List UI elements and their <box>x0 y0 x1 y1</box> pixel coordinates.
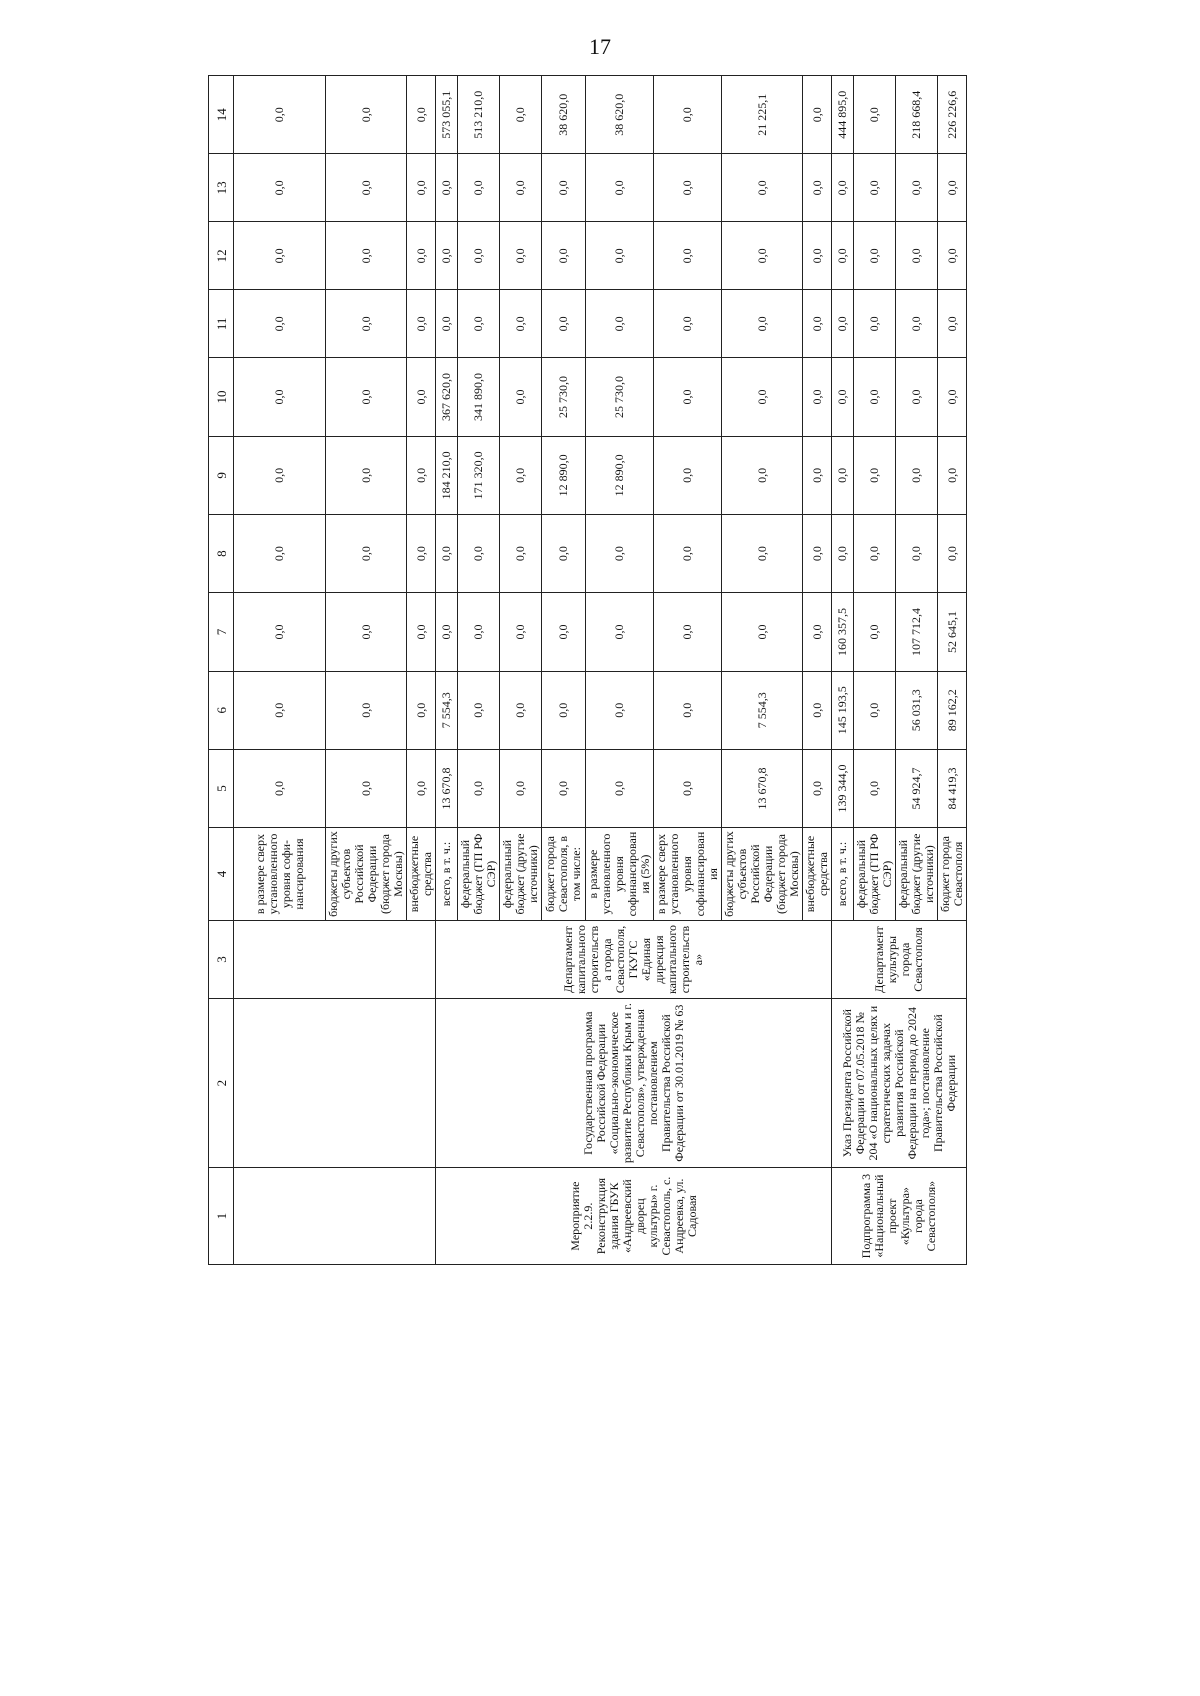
value-cell: 89 162,2 <box>938 671 967 749</box>
page-number: 17 <box>589 34 611 59</box>
value-cell: 0,0 <box>854 76 896 154</box>
value-cell: 218 668,4 <box>896 76 938 154</box>
value-cell: 0,0 <box>407 154 436 222</box>
value-cell: 0,0 <box>832 436 854 514</box>
funding-source-cell: всего, в т. ч.: <box>832 828 854 921</box>
value-cell: 0,0 <box>458 671 500 749</box>
value-cell: 0,0 <box>500 222 542 290</box>
executor-cell <box>234 920 436 998</box>
value-cell: 0,0 <box>407 436 436 514</box>
column-header: 14 <box>209 76 234 154</box>
value-cell: 0,0 <box>854 436 896 514</box>
value-cell: 0,0 <box>407 76 436 154</box>
value-cell: 0,0 <box>832 290 854 358</box>
value-cell: 0,0 <box>586 749 654 827</box>
column-header: 2 <box>209 999 234 1168</box>
funding-source-cell: федеральный бюджет (ГП РФ СЭР) <box>458 828 500 921</box>
value-cell: 0,0 <box>854 593 896 671</box>
value-cell: 0,0 <box>586 222 654 290</box>
column-header: 10 <box>209 358 234 436</box>
value-cell: 0,0 <box>854 154 896 222</box>
table-body <box>209 76 967 1265</box>
value-cell: 0,0 <box>326 76 407 154</box>
value-cell: 0,0 <box>500 593 542 671</box>
value-cell: 0,0 <box>832 154 854 222</box>
value-cell: 160 357,5 <box>832 593 854 671</box>
value-cell: 0,0 <box>803 749 832 827</box>
column-header: 8 <box>209 514 234 592</box>
value-cell: 341 890,0 <box>458 358 500 436</box>
value-cell: 0,0 <box>586 671 654 749</box>
value-cell: 0,0 <box>542 222 586 290</box>
value-cell: 573 055,1 <box>436 76 458 154</box>
value-cell: 0,0 <box>854 671 896 749</box>
column-header: 11 <box>209 290 234 358</box>
value-cell: 0,0 <box>654 290 722 358</box>
value-cell: 0,0 <box>722 514 803 592</box>
value-cell: 0,0 <box>722 436 803 514</box>
value-cell: 0,0 <box>654 358 722 436</box>
funding-source-cell: в размере установленного уровня софинансирования (5%) <box>586 828 654 921</box>
value-cell: 56 031,3 <box>896 671 938 749</box>
value-cell: 0,0 <box>500 154 542 222</box>
value-cell: 21 225,1 <box>722 76 803 154</box>
program-basis-cell: Государственная программа Российской Федерации «Социально-экономическое развитие Республики Крым и г. Севастополя», утвержденная постановлением Правительства Российской Федерации от 30.01.2019 № 63 <box>436 999 832 1168</box>
header-row <box>209 76 234 1265</box>
value-cell: 0,0 <box>326 290 407 358</box>
column-header: 13 <box>209 154 234 222</box>
column-header: 6 <box>209 671 234 749</box>
value-cell: 0,0 <box>896 358 938 436</box>
column-header: 5 <box>209 749 234 827</box>
value-cell: 0,0 <box>803 593 832 671</box>
value-cell: 25 730,0 <box>542 358 586 436</box>
value-cell: 0,0 <box>458 514 500 592</box>
value-cell: 12 890,0 <box>586 436 654 514</box>
budget-table <box>208 75 967 1265</box>
value-cell: 0,0 <box>854 749 896 827</box>
value-cell: 145 193,5 <box>832 671 854 749</box>
value-cell: 0,0 <box>938 154 967 222</box>
value-cell: 0,0 <box>407 358 436 436</box>
value-cell: 0,0 <box>938 436 967 514</box>
value-cell: 513 210,0 <box>458 76 500 154</box>
value-cell: 38 620,0 <box>542 76 586 154</box>
value-cell: 0,0 <box>234 76 326 154</box>
value-cell: 13 670,8 <box>722 749 803 827</box>
column-header: 4 <box>209 828 234 921</box>
value-cell: 0,0 <box>722 290 803 358</box>
value-cell: 0,0 <box>326 358 407 436</box>
value-cell: 0,0 <box>542 671 586 749</box>
value-cell: 0,0 <box>407 749 436 827</box>
value-cell: 0,0 <box>407 593 436 671</box>
value-cell: 0,0 <box>722 358 803 436</box>
value-cell: 84 419,3 <box>938 749 967 827</box>
value-cell: 0,0 <box>832 358 854 436</box>
value-cell: 0,0 <box>326 436 407 514</box>
column-header: 7 <box>209 593 234 671</box>
value-cell: 0,0 <box>803 514 832 592</box>
program-basis-cell <box>234 999 436 1168</box>
value-cell: 0,0 <box>586 290 654 358</box>
funding-source-cell: бюджеты других субъектов Российской Федерации (бюджет города Москвы) <box>326 828 407 921</box>
funding-source-cell: всего, в т. ч.: <box>436 828 458 921</box>
value-cell: 0,0 <box>436 290 458 358</box>
executor-cell: Департамент культуры города Севастополя <box>832 920 967 998</box>
value-cell: 25 730,0 <box>586 358 654 436</box>
value-cell: 0,0 <box>458 222 500 290</box>
table-row <box>234 76 326 1265</box>
value-cell: 226 226,6 <box>938 76 967 154</box>
value-cell: 0,0 <box>234 671 326 749</box>
value-cell: 367 620,0 <box>436 358 458 436</box>
value-cell: 0,0 <box>803 76 832 154</box>
rotated-table-container <box>208 75 1158 1265</box>
value-cell: 0,0 <box>234 514 326 592</box>
funding-source-cell: в размере сверх установленного уровня софи-нансирования <box>234 828 326 921</box>
value-cell: 0,0 <box>234 290 326 358</box>
value-cell: 0,0 <box>586 593 654 671</box>
funding-source-cell: федеральный бюджет (другие источники) <box>500 828 542 921</box>
value-cell: 0,0 <box>458 290 500 358</box>
value-cell: 0,0 <box>722 154 803 222</box>
value-cell: 12 890,0 <box>542 436 586 514</box>
value-cell: 0,0 <box>234 222 326 290</box>
funding-source-cell: бюджет города Севастополя, в том числе: <box>542 828 586 921</box>
column-header: 3 <box>209 920 234 998</box>
value-cell: 0,0 <box>803 222 832 290</box>
value-cell: 0,0 <box>803 154 832 222</box>
value-cell: 0,0 <box>586 514 654 592</box>
value-cell: 0,0 <box>234 593 326 671</box>
value-cell: 0,0 <box>803 290 832 358</box>
value-cell: 0,0 <box>458 154 500 222</box>
value-cell: 0,0 <box>654 514 722 592</box>
value-cell: 0,0 <box>803 358 832 436</box>
value-cell: 0,0 <box>803 671 832 749</box>
value-cell: 0,0 <box>542 749 586 827</box>
executor-cell: Департамент капитального строительства города Севастополя, ГКУГС «Единая дирекция капитального строительства» <box>436 920 832 998</box>
value-cell: 0,0 <box>654 593 722 671</box>
value-cell: 0,0 <box>832 514 854 592</box>
program-basis-cell: Указ Президента Российской Федерации от 07.05.2018 № 204 «О национальных целях и стратегических задачах развития Российской Федерации на период до 2024 года»; постановление Правительства Российской Федерации <box>832 999 967 1168</box>
value-cell: 13 670,8 <box>436 749 458 827</box>
value-cell: 0,0 <box>407 290 436 358</box>
value-cell: 0,0 <box>500 290 542 358</box>
value-cell: 0,0 <box>326 154 407 222</box>
value-cell: 0,0 <box>654 154 722 222</box>
value-cell: 0,0 <box>854 222 896 290</box>
value-cell: 7 554,3 <box>722 671 803 749</box>
funding-source-cell: федеральный бюджет (ГП РФ СЭР) <box>854 828 896 921</box>
value-cell: 171 320,0 <box>458 436 500 514</box>
value-cell: 0,0 <box>854 514 896 592</box>
value-cell: 0,0 <box>326 671 407 749</box>
value-cell: 0,0 <box>500 749 542 827</box>
value-cell: 0,0 <box>407 671 436 749</box>
value-cell: 184 210,0 <box>436 436 458 514</box>
value-cell: 0,0 <box>326 514 407 592</box>
value-cell: 0,0 <box>586 154 654 222</box>
value-cell: 54 924,7 <box>896 749 938 827</box>
value-cell: 0,0 <box>407 514 436 592</box>
table-row <box>436 76 458 1265</box>
value-cell: 0,0 <box>722 222 803 290</box>
value-cell: 0,0 <box>654 436 722 514</box>
value-cell: 0,0 <box>458 593 500 671</box>
funding-source-cell: бюджеты других субъектов Российской Федерации (бюджет города Москвы) <box>722 828 803 921</box>
value-cell: 0,0 <box>326 749 407 827</box>
value-cell: 0,0 <box>938 514 967 592</box>
value-cell: 0,0 <box>500 436 542 514</box>
value-cell: 0,0 <box>896 436 938 514</box>
value-cell: 0,0 <box>896 514 938 592</box>
column-header: 1 <box>209 1168 234 1265</box>
value-cell: 0,0 <box>854 290 896 358</box>
value-cell: 107 712,4 <box>896 593 938 671</box>
value-cell: 52 645,1 <box>938 593 967 671</box>
column-header: 9 <box>209 436 234 514</box>
column-header: 12 <box>209 222 234 290</box>
funding-source-cell: внебюджетные средства <box>803 828 832 921</box>
value-cell: 0,0 <box>234 749 326 827</box>
value-cell: 0,0 <box>458 749 500 827</box>
value-cell: 0,0 <box>896 154 938 222</box>
funding-source-cell: федеральный бюджет (другие источники) <box>896 828 938 921</box>
funding-source-cell: внебюджетные средства <box>407 828 436 921</box>
value-cell: 444 895,0 <box>832 76 854 154</box>
funding-source-cell: бюджет города Севастополя <box>938 828 967 921</box>
value-cell: 0,0 <box>938 222 967 290</box>
value-cell: 38 620,0 <box>586 76 654 154</box>
value-cell: 0,0 <box>654 749 722 827</box>
value-cell: 0,0 <box>938 358 967 436</box>
value-cell: 0,0 <box>832 222 854 290</box>
value-cell: 0,0 <box>326 593 407 671</box>
value-cell: 0,0 <box>234 358 326 436</box>
value-cell: 0,0 <box>436 593 458 671</box>
value-cell: 0,0 <box>722 593 803 671</box>
value-cell: 0,0 <box>654 671 722 749</box>
value-cell: 0,0 <box>542 514 586 592</box>
value-cell: 0,0 <box>500 358 542 436</box>
activity-name-cell <box>234 1168 436 1265</box>
value-cell: 0,0 <box>500 514 542 592</box>
value-cell: 0,0 <box>803 436 832 514</box>
value-cell: 0,0 <box>896 290 938 358</box>
value-cell: 0,0 <box>407 222 436 290</box>
value-cell: 0,0 <box>542 154 586 222</box>
value-cell: 0,0 <box>436 514 458 592</box>
table-row <box>832 76 854 1265</box>
value-cell: 0,0 <box>896 222 938 290</box>
value-cell: 0,0 <box>234 436 326 514</box>
value-cell: 0,0 <box>654 76 722 154</box>
value-cell: 0,0 <box>500 76 542 154</box>
value-cell: 0,0 <box>234 154 326 222</box>
value-cell: 0,0 <box>500 671 542 749</box>
value-cell: 0,0 <box>854 358 896 436</box>
funding-source-cell: в размере сверх установленного уровня софинансирования <box>654 828 722 921</box>
activity-name-cell: Мероприятие 2.2.9. Реконструкция здания ГБУК «Андреевский дворец культуры» г. Севастополь, с. Андреевка, ул. Садовая <box>436 1168 832 1265</box>
value-cell: 0,0 <box>542 593 586 671</box>
value-cell: 0,0 <box>326 222 407 290</box>
value-cell: 0,0 <box>542 290 586 358</box>
value-cell: 7 554,3 <box>436 671 458 749</box>
activity-name-cell: Подпрограмма 3 «Национальный проект «Культура» города Севастополя» <box>832 1168 967 1265</box>
value-cell: 0,0 <box>436 154 458 222</box>
value-cell: 139 344,0 <box>832 749 854 827</box>
value-cell: 0,0 <box>654 222 722 290</box>
value-cell: 0,0 <box>436 222 458 290</box>
value-cell: 0,0 <box>938 290 967 358</box>
